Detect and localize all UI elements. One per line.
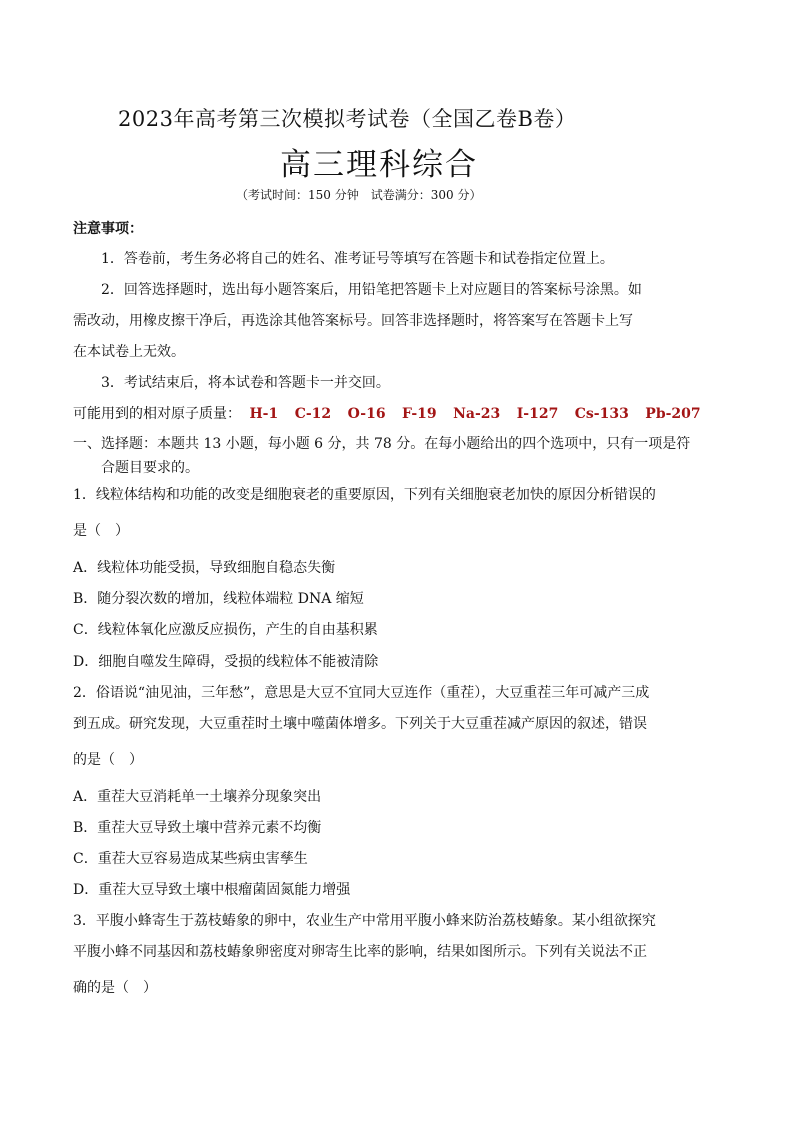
atomic-mass-value: Cs-133 [574,406,629,422]
atomic-mass-value: O-16 [347,406,386,422]
q1-option-a: A．线粒体功能受损，导致细胞自稳态失衡 [73,560,336,576]
q1-stem-line2: 是（ ） [73,523,129,539]
section-heading-line1: 一、选择题：本题共 13 小题，每小题 6 分，共 78 分。在每小题给出的四个选项中，只有一项是符 [73,436,691,452]
q1-option-b: B．随分裂次数的增加，线粒体端粒 DNA 缩短 [73,591,364,607]
atomic-mass-line [73,403,713,423]
notice-item-2-line2: 需改动，用橡皮擦干净后，再选涂其他答案标号。回答非选择题时，将答案写在答题卡上写 [73,313,633,329]
section-heading-line2: 合题目要求的。 [101,460,199,476]
notice-heading: 注意事项： [73,221,143,237]
q2-stem-line2: 到五成。研究发现，大豆重茬时土壤中噬菌体增多。下列关于大豆重茬减产原因的叙述，错误 [73,716,647,732]
q1-option-d: D．细胞自噬发生障碍，受损的线粒体不能被清除 [73,654,379,670]
atomic-mass-value: Pb-207 [645,406,701,422]
q2-option-b: B．重茬大豆导致土壤中营养元素不均衡 [73,820,322,836]
atomic-mass-value: C-12 [294,406,332,422]
q2-option-d: D．重茬大豆导致土壤中根瘤菌固氮能力增强 [73,882,351,898]
q1-stem-line1: 1．线粒体结构和功能的改变是细胞衰老的重要原因，下列有关细胞衰老加快的原因分析错误的 [73,487,656,503]
notice-item-2-line3: 在本试卷上无效。 [73,344,185,360]
q3-stem-line2: 平腹小蜂不同基因和荔枝蝽象卵密度对卵寄生比率的影响，结果如图所示。下列有关说法不正 [73,944,647,960]
atomic-mass-value: F-19 [402,406,437,422]
q2-option-a: A．重茬大豆消耗单一土壤养分现象突出 [73,789,322,805]
notice-item-1: 1．答卷前，考生务必将自己的姓名、准考证号等填写在答题卡和试卷指定位置上。 [101,251,614,267]
q3-stem-line1: 3．平腹小蜂寄生于荔枝蝽象的卵中，农业生产中常用平腹小蜂来防治荔枝蝽象。某小组欲探究 [73,913,656,929]
atomic-mass-value: Na-23 [453,406,501,422]
subject-title: 高三理科综合 [280,147,478,183]
atomic-mass-value: H-1 [249,406,279,422]
q2-stem-line1: 2．俗语说“油见油，三年愁”，意思是大豆不宜同大豆连作（重茬），大豆重茬三年可减产三成 [73,685,650,701]
atomic-mass-label: 可能用到的相对原子质量： [73,406,241,422]
q3-stem-line3: 确的是（ ） [73,980,157,996]
q2-stem-line3: 的是（ ） [73,752,143,768]
notice-item-2-line1: 2．回答选择题时，选出每小题答案后，用铅笔把答题卡上对应题目的答案标号涂黑。如 [101,282,642,298]
q1-option-c: C．线粒体氧化应激反应损伤，产生的自由基积累 [73,622,378,638]
exam-info: （考试时间：150 分钟 试卷满分：300 分） [236,188,482,202]
exam-title: 2023年高考第三次模拟考试卷（全国乙卷B卷） [118,107,577,131]
atomic-mass-value: I-127 [516,406,559,422]
q2-option-c: C．重茬大豆容易造成某些病虫害孳生 [73,851,308,867]
notice-item-3: 3．考试结束后，将本试卷和答题卡一并交回。 [101,375,390,391]
